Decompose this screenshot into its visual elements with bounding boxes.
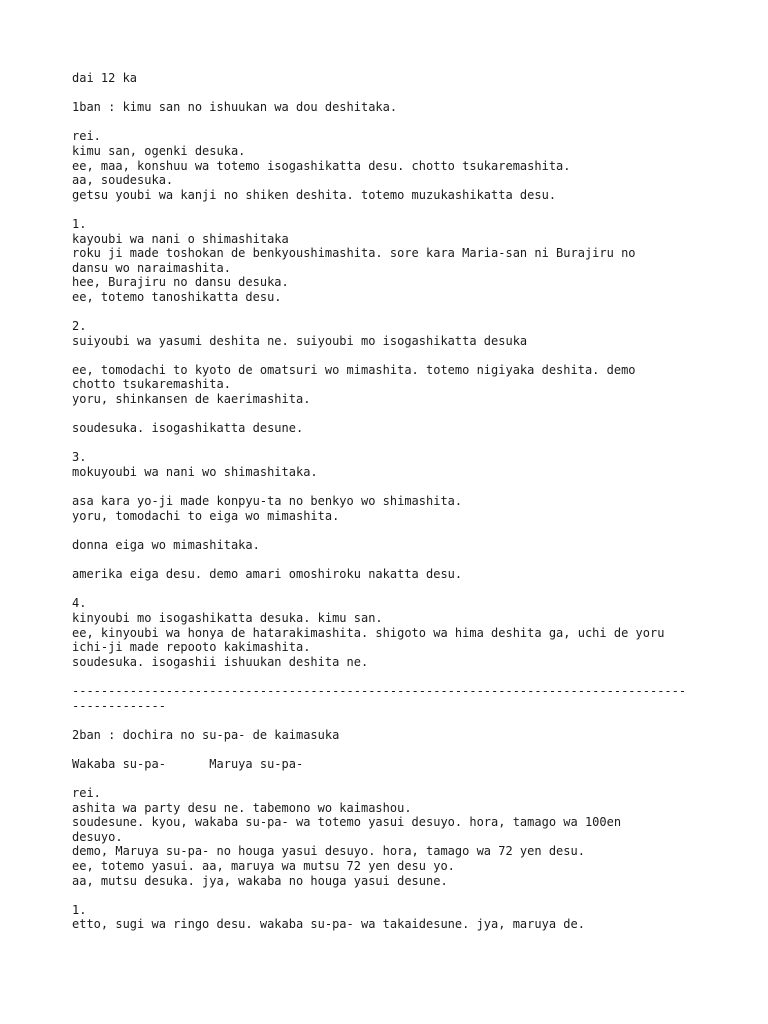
text-line: soudesuka. isogashikatta desune. (72, 421, 304, 436)
text-line: etto, sugi wa ringo desu. wakaba su-pa- wa takaidesune. jya, maruya de. (72, 917, 585, 932)
text-line: 2ban : dochira no su-pa- de kaimasuka (72, 727, 340, 742)
blank-line (72, 669, 702, 684)
text-line: 1ban : kimu san no ishuukan wa dou deshitaka. (72, 100, 398, 115)
text-line: kinyoubi mo isogashikatta desuka. kimu san. (72, 610, 383, 625)
blank-line (72, 888, 702, 903)
blank-line (72, 553, 702, 568)
text-line: amerika eiga desu. demo amari omoshiroku nakatta desu. (72, 567, 463, 582)
text-line: rei. (72, 129, 101, 144)
text-line: 2. (72, 319, 87, 334)
blank-line (72, 348, 702, 363)
text-line: ashita wa party desu ne. tabemono wo kaimashou. (72, 800, 412, 815)
text-line: kimu san, ogenki desuka. (72, 143, 246, 158)
blank-line (72, 202, 702, 217)
blank-line (72, 523, 702, 538)
text-line: mokuyoubi wa nani wo shimashitaka. (72, 465, 318, 480)
text-line: roku ji made toshokan de benkyoushimashita. sore kara Maria-san ni Burajiru no (72, 246, 636, 261)
text-line: soudesune. kyou, wakaba su-pa- wa totemo yasui desuyo. hora, tamago wa 100en (72, 815, 622, 830)
document-page (72, 71, 702, 932)
text-line: 3. (72, 450, 87, 465)
text-line: ee, totemo tanoshikatta desu. (72, 289, 282, 304)
text-line: demo, Maruya su-pa- no houga yasui desuyo. hora, tamago wa 72 yen desu. (72, 844, 585, 859)
blank-line (72, 305, 702, 320)
text-line: asa kara yo-ji made konpyu-ta no benkyo wo shimashita. (72, 494, 463, 509)
text-line: ------------------------------------------------------------------------------------- (72, 683, 687, 698)
text-line: desuyo. (72, 829, 123, 844)
text-line: ------------- (72, 698, 166, 713)
blank-line (72, 115, 702, 130)
blank-line (72, 582, 702, 597)
text-line: yoru, tomodachi to eiga wo mimashita. (72, 508, 340, 523)
blank-line (72, 480, 702, 495)
text-line: 1. (72, 216, 87, 231)
text-line: ichi-ji made repooto kakimashita. (72, 640, 311, 655)
text-line: dansu wo naraimashita. (72, 260, 231, 275)
blank-line (72, 713, 702, 728)
text-line: ee, maa, konshuu wa totemo isogashikatta desu. chotto tsukaremashita. (72, 158, 571, 173)
text-line: kayoubi wa nani o shimashitaka (72, 231, 289, 246)
text-line: ee, tomodachi to kyoto de omatsuri wo mimashita. totemo nigiyaka deshita. demo (72, 362, 636, 377)
blank-line (72, 407, 702, 422)
text-line: donna eiga wo mimashitaka. (72, 538, 260, 552)
text-line: ee, kinyoubi wa honya de hatarakimashita. shigoto wa hima deshita ga, uchi de yoru (72, 625, 665, 640)
blank-line (72, 742, 702, 757)
text-line: suiyoubi wa yasumi deshita ne. suiyoubi mo isogashikatta desuka (72, 333, 528, 348)
text-line: aa, soudesuka. (72, 173, 174, 188)
text-line: ee, totemo yasui. aa, maruya wa mutsu 72 yen desu yo. (72, 859, 455, 874)
text-line: dai 12 ka (72, 71, 138, 85)
text-line: Wakaba su-pa- Maruya su-pa- (72, 756, 304, 771)
text-line: soudesuka. isogashii ishuukan deshita ne. (72, 654, 369, 669)
text-line: hee, Burajiru no dansu desuka. (72, 275, 289, 290)
text-line: chotto tsukaremashita. (72, 377, 231, 392)
text-line: yoru, shinkansen de kaerimashita. (72, 392, 311, 407)
blank-line (72, 436, 702, 451)
text-line: getsu youbi wa kanji no shiken deshita. totemo muzukashikatta desu. (72, 187, 557, 202)
text-line: 1. (72, 902, 87, 917)
blank-line (72, 86, 702, 101)
text-line: 4. (72, 596, 87, 611)
text-line: rei. (72, 786, 101, 801)
blank-line (72, 772, 702, 787)
text-line: aa, mutsu desuka. jya, wakaba no houga yasui desune. (72, 873, 448, 888)
